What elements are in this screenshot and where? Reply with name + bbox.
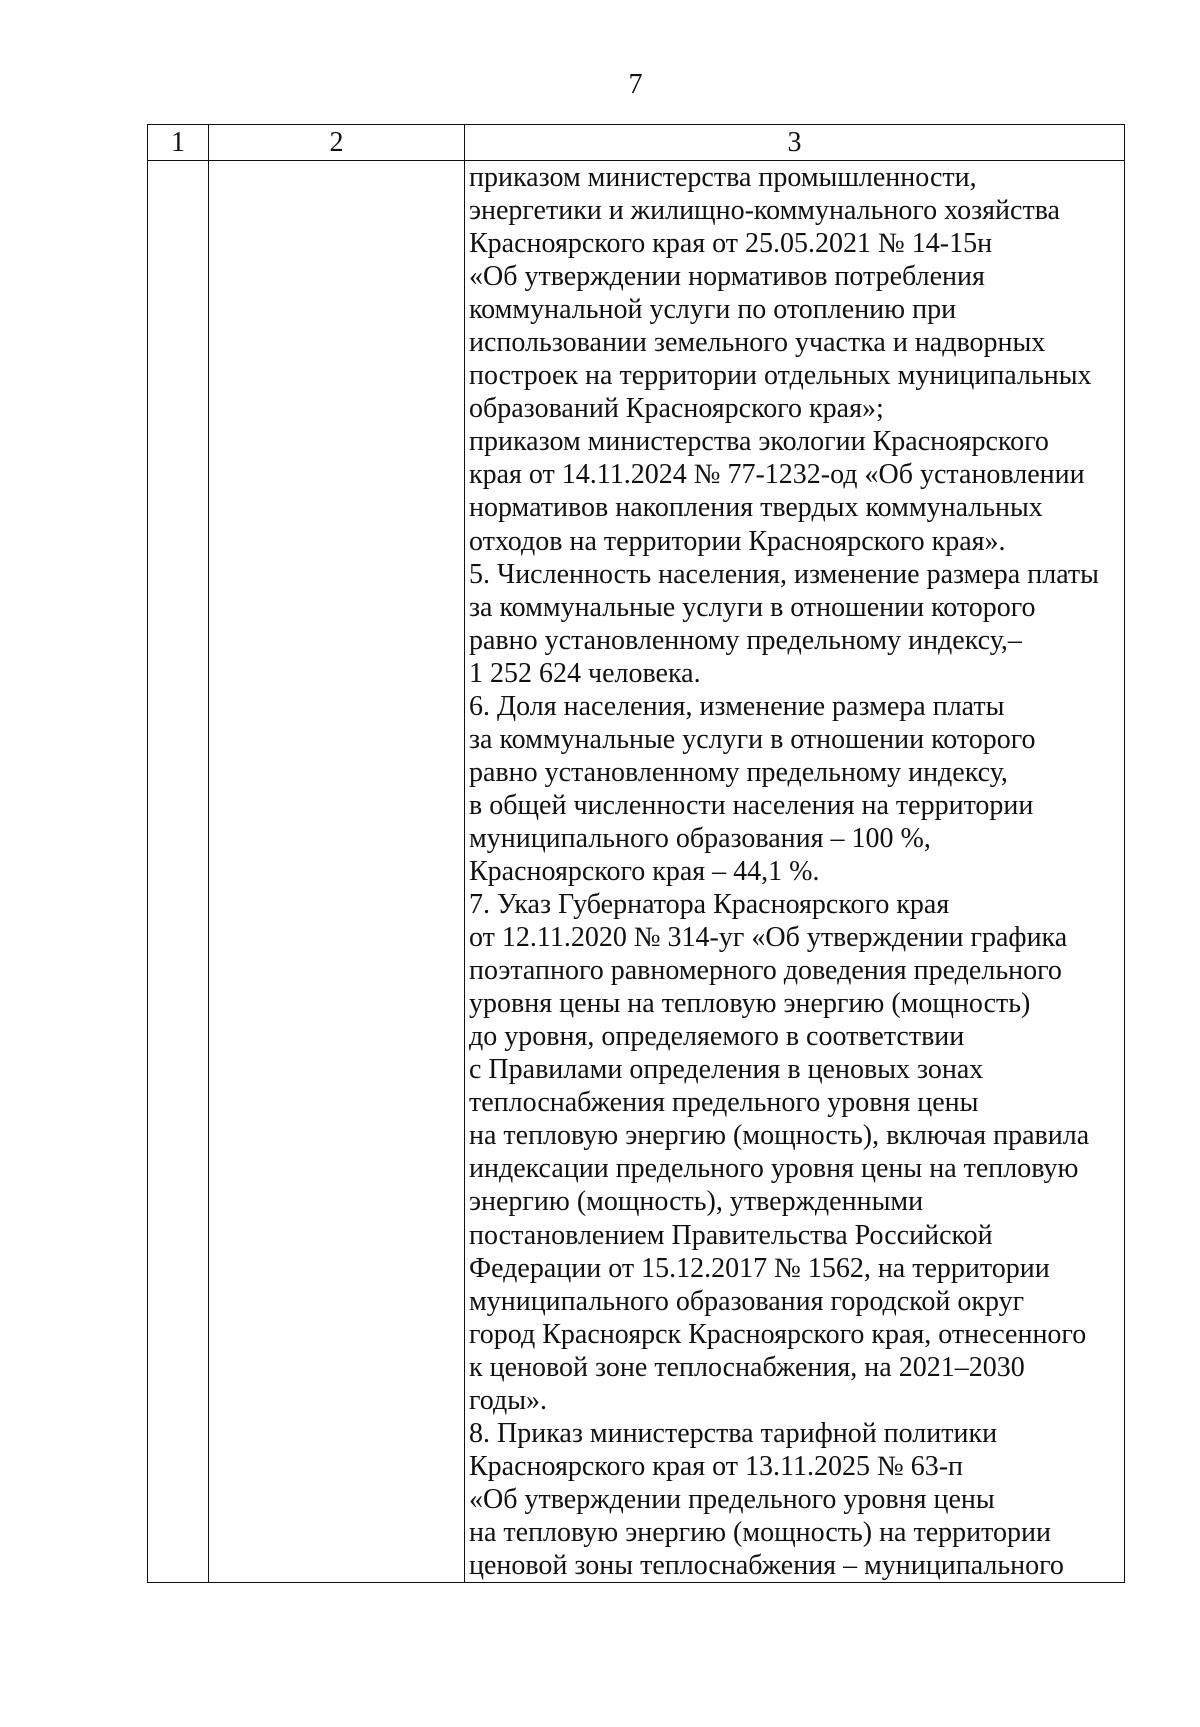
text-line: с Правилами определения в ценовых зонах: [469, 1054, 984, 1086]
text-line: приказом министерства экологии Красноярского: [469, 426, 1049, 458]
text-line: 7. Указ Губернатора Красноярского края: [469, 889, 950, 921]
text-line: равно установленному предельному индексу,: [469, 756, 1008, 788]
text-line: уровня цены на тепловую энергию (мощность): [469, 988, 1031, 1020]
text-line: образований Красноярского края»;: [469, 393, 884, 425]
text-line: за коммунальные услуги в отношении которого: [469, 591, 1036, 623]
text-line: 6. Доля населения, изменение размера платы: [469, 690, 1005, 722]
text-line: 8. Приказ министерства тарифной политики: [469, 1417, 998, 1449]
text-line: поэтапного равномерного доведения предельного: [469, 955, 1062, 987]
page-number: 7: [628, 69, 643, 100]
text-line: нормативов накопления твердых коммунальных: [469, 492, 1043, 524]
text-line: индексации предельного уровня цены на тепловую: [469, 1153, 1079, 1185]
text-line: до уровня, определяемого в соответствии: [469, 1021, 965, 1053]
text-line: «Об утверждении нормативов потребления: [469, 261, 985, 293]
text-line: построек на территории отдельных муниципальных: [469, 360, 1092, 392]
body-cell-col2: [209, 161, 465, 1583]
text-line: ценовой зоны теплоснабжения – муниципального: [469, 1549, 1064, 1581]
text-line: 1 252 624 человека.: [469, 657, 701, 689]
text-line: теплоснабжения предельного уровня цены: [469, 1087, 979, 1119]
document-table: [147, 124, 1125, 1583]
text-line: Красноярского края – 44,1 %.: [469, 855, 820, 887]
text-line: «Об утверждении предельного уровня цены: [469, 1483, 995, 1515]
text-line: края от 14.11.2024 № 77-1232-од «Об установлении: [469, 459, 1085, 491]
text-line: годы».: [469, 1384, 548, 1416]
text-line: муниципального образования – 100 %,: [469, 822, 931, 854]
text-line: на тепловую энергию (мощность) на территории: [469, 1516, 1051, 1548]
text-line: равно установленному предельному индексу,–: [469, 624, 1022, 656]
text-line: коммунальной услуги по отоплению при: [469, 294, 957, 326]
header-cell-col1: 1: [148, 125, 209, 161]
header-cell-col3: 3: [465, 125, 1125, 161]
text-line: за коммунальные услуги в отношении которого: [469, 723, 1036, 755]
text-line: муниципального образования городской округ: [469, 1285, 1025, 1317]
text-line: энергетики и жилищно-коммунального хозяйства: [469, 195, 1060, 227]
text-line: Федерации от 15.12.2017 № 1562, на территории: [469, 1252, 1050, 1284]
text-line: город Красноярск Красноярского края, отнесенного: [469, 1318, 1087, 1350]
text-line: энергию (мощность), утвержденными: [469, 1186, 924, 1218]
text-line: Красноярского края от 13.11.2025 № 63-п: [469, 1450, 964, 1482]
body-cell-col1: [148, 161, 209, 1583]
text-line: от 12.11.2020 № 314-уг «Об утверждении графика: [469, 922, 1068, 954]
text-line: Красноярского края от 25.05.2021 № 14-15н: [469, 228, 993, 260]
text-line: постановлением Правительства Российской: [469, 1219, 993, 1251]
table-header-row: [148, 125, 1125, 161]
text-line: приказом министерства промышленности,: [469, 162, 977, 193]
text-line: в общей численности населения на территории: [469, 789, 1034, 821]
text-line: 5. Численность населения, изменение размера платы: [469, 558, 1099, 590]
text-line: к ценовой зоне теплоснабжения, на 2021–2030: [469, 1351, 1025, 1383]
text-line: на тепловую энергию (мощность), включая правила: [469, 1120, 1090, 1152]
text-line: отходов на территории Красноярского края».: [469, 525, 1006, 557]
text-line: использовании земельного участка и надворных: [469, 327, 1046, 359]
body-cell-col3: [465, 161, 1125, 1583]
table-body-row: [148, 161, 1125, 1583]
header-cell-col2: 2: [209, 125, 465, 161]
